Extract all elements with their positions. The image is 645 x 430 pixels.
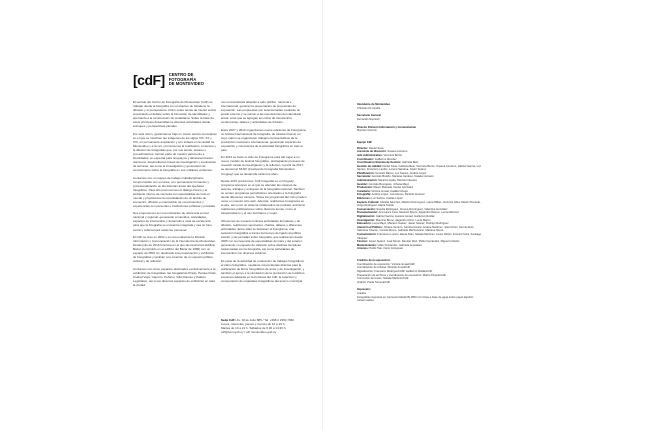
paragraph: El CdF se creó en 2002 y es una unidad de la División Información y Comunicación de la Intendencia de Montevideo. Desde julio de 2015 funciona en el que denominamos Edificio Bazar (construido en el edificio del Bazar de 1890) con un espacio de 2500 m², destinado a la preservación y exhibición de fotografías y también a la creación de un espacio público, cultural y de reflexión. xyxy=(133,234,216,264)
address-line: Av. 18 de Julio 885 / Tel: +598 2 1950 7960 xyxy=(236,318,294,322)
paragraph: El sentido del Centro de Fotografía de Montevideo (CdF) es trabajar desde la fotografía con el objetivo de fortalecer la difusión y el pensamiento crítico sobre temas de interés social, propiciando el debate sobre la formación de identidades y aportando a la construcción de ciudadanía. Sobre la base de estos principios desarrollamos diversas actividades desde enfoques y perspectivas plurales. xyxy=(133,100,217,129)
credit-name: Marcelo Visconti xyxy=(357,129,377,133)
credit-role: Director División Información y Comunicación xyxy=(357,125,417,129)
team-role: Técnico: xyxy=(357,240,369,244)
team-names: Javier Suárez, José Muniz, Damián Ruiz, Pablo Fernández, Miguel Corbello xyxy=(368,240,460,244)
intro-column-2 xyxy=(221,100,307,286)
team-names: Luz Santos, Andrés López xyxy=(370,197,403,201)
team-names: Sandra Rodríguez, Jimena Domínguez, Valentina González xyxy=(375,207,448,211)
team-role: Asistente de dirección: xyxy=(357,150,387,154)
team-heading: Equipo CdF xyxy=(357,141,373,145)
team-role: Mantenimiento: xyxy=(357,243,377,247)
team-rows xyxy=(357,147,482,251)
paragraph: Nos proponemos ser una institución de referencia a nivel nacional y regional, generando contenidos, actividades, espacios de intercambio y desarrollo a nivel de excelencia para que la fotografía se encuentre integrada y sea un bien social y cultural para todas las personas. xyxy=(133,211,212,232)
team-names: Mauricio Bruno, Alejandro Nizzo, Lucía Martín xyxy=(375,218,431,222)
team-row xyxy=(357,247,482,251)
team-role: Comunicación: xyxy=(357,232,377,236)
team-role: Ediciones: xyxy=(357,197,371,201)
paragraph: nos convocatorias abiertas a todo público, nacional e internacional, generan la presentación de propuestas de exposición. Las propuestas son seleccionadas mediante un jurado externo y se suman a las exposiciones del calendario anual, a las que se agregan los ciclos de intercambio, conferencias, talleres y actividades de difusión. xyxy=(221,100,302,125)
paragraph: Ofrecemos de manera continua actividades formativas y de difusión, realizamos seminarios, charlas, talleres y diferentes actividades. Entre ellas se destacan el Fotograma, una selección fotográfica a través del tiempo de ligado al público infantil, y las jornadas sobre fotografía, que realizamos desde 2005 con la presencia de especialistas del país y del exterior, generando un espacio de reflexión sobre distintas temáticas relacionadas con la fotografía, así como actividades de intercambio con diversos públicos. xyxy=(221,218,303,256)
team-names: Andrés López, Luis Alonso, Ricardo Antúnez xyxy=(371,193,425,197)
team-role: Coordinador: xyxy=(357,157,375,161)
credit-line: Corrección de textos: Natalia Martínez/CdF xyxy=(357,277,409,281)
team-names: Verónica Berrio xyxy=(382,153,402,157)
team-row xyxy=(357,201,482,208)
team-names: Mauricio Ayala, Marcelo Navarro xyxy=(377,179,417,183)
team-names: Gonzalo Bolaño, Mariana Cardoso, Natalia Carneiro xyxy=(370,175,434,179)
team-names: Guillermo Mendez xyxy=(374,157,397,161)
exhibition-credits-heading: Créditos de la exposición: xyxy=(357,259,391,263)
team-role: Secretaría: xyxy=(357,175,371,179)
credit-name: Christian Di Candia xyxy=(357,106,381,110)
team-role: Planificación: xyxy=(357,171,375,175)
team-names: Claudia Sánchez, Martina Domínguez, Laura Millán, Verónica Silva, Martín Piccardo, Jorge Rodríguez, Marta Toledo xyxy=(357,200,481,208)
team-names: Mauro Marsella, Daniel González xyxy=(372,186,414,190)
team-names: Ana Laura Cora, Mauricio Bruno, Alejandra Moreno, Lucía Martínez xyxy=(378,211,460,215)
exhibition-credits xyxy=(357,259,482,284)
team-names: Susana Centeno xyxy=(386,150,408,154)
team-names: Johana Venturo, Sandra Acosta, Andrea Martínez, José Pérez, Dennis Ruiz, Valentina Chacón, Camila Rivero, Gabriela Mazzonzano, Mariana Sirera xyxy=(357,225,475,233)
address-line: Lunes, miércoles, jueves y viernes de 10 a 19 h. xyxy=(221,322,286,327)
logo-line-2: FOTOGRAFÍA xyxy=(168,76,197,82)
team-names: Lilian Fernández, Gabriela Anastasía xyxy=(376,243,422,247)
team-role: Gestión de calidad: xyxy=(357,164,382,168)
credit-director xyxy=(357,126,482,133)
logo-wordmark xyxy=(169,73,204,87)
team-role: Administración: xyxy=(357,179,378,183)
team-names: Gonzalo Bourgeois, Johana Mayo xyxy=(367,182,410,186)
logo-mark: [cdF] xyxy=(133,72,165,88)
team-role: Espacio Cultural: xyxy=(357,200,380,204)
team-role: Producción: xyxy=(357,186,373,190)
team-role: Investigación: xyxy=(357,218,376,222)
paragraph: Contamos con cinco espacios destinados exclusivamente a la exhibición de fotografías: las fotogalerías Prado, Parque Rodó, Ciudad Vieja, Capurro, Peñarol, Villa Dolores y Palacio Legislativo, así como diversos espacios de exhibición en toda la ciudad. xyxy=(133,266,217,287)
credit-line: Coordinación de Artistas: Ricardo Amed/CdF xyxy=(357,266,411,270)
printing-note: Fotografías impresas en impresora Model Bj 4800 con tintas a base de agua sobre papel algodón canson atelier. xyxy=(357,295,474,303)
printing-heading: Impresión: xyxy=(357,288,371,292)
credit-line: Digitalización: Francisco Rodríguez/CdF Guillermo Roldán/CdF xyxy=(357,269,433,273)
credit-line: Coordinación de exposición: Victoria Ismael/CdF xyxy=(357,262,415,266)
paragraph: Desde 2007 producimos 'CdF fotografía en el Uruguay', programa televisivo en el que se abordan las visiones de autores, trabajos y enfoques de la fotografía nacional. También se emiten programas periodísticos orientados a la fotografía desde diferentes campos. Todos los programas del ciclo pueden verse en nuestro sitio web. Además, realizamos Fotograma en el aire, así como un sistema colaborativo de podcast, asimismo realizamos publicaciones sobre diversos temas, como el fotoperiodismo y el uso del blanco y negro. xyxy=(221,178,307,216)
credit-role: Secretario General xyxy=(357,114,381,118)
printing-credits xyxy=(357,288,482,302)
paragraph: En 2014 se inició el ciclo de Fotograma para dar lugar a un nuevo modelo de festival fotográfico, privilegiando procesos de creación desde la investigación y la reflexión. A partir de 2017, se denominó MUFF (Festival de Fotografía Montevideo Uruguay) que se desarrolla cada tres años. xyxy=(221,155,305,176)
team-role: Gestión: xyxy=(357,182,368,186)
paragraph: Contamos con un equipo de trabajo multidisciplinario comprometido con su tarea, con permanente formación y profesionalización en las distintas áreas del quehacer fotográfico. Para ello promovemos el diálogo franco y el ambiente interno de cercanía con especialistas de todo el mundo y propiciamos la consolidación de un ámbito de encuentro, difusión e intercambio de conocimientos y experiencias con personas e instituciones públicas y privadas. xyxy=(133,175,216,208)
team-names: Gabriel García, Jessica Ismael, Guillermo Roldán xyxy=(375,215,435,218)
credits-block xyxy=(357,103,482,307)
team-role: Conservación: xyxy=(357,207,376,211)
team-role: Coordinadora Sistema de Gestión: xyxy=(357,161,402,165)
left-page xyxy=(0,0,322,430)
team-names: Pablo Tato, Dario Colognato xyxy=(368,247,403,251)
address-block xyxy=(221,318,307,334)
team-role: Jefe Administrativo: xyxy=(357,153,383,157)
team-names: Daniel Sosa xyxy=(368,146,384,150)
team-names: Victoria Ismael, Natalia Ortega xyxy=(370,189,408,193)
credit-line: Preparación de archivos y coordinación de exposición: Martín Picardo/CdF xyxy=(357,273,447,277)
paragraph: Es parte de la actividad de producción de trabajos fotográficos el plano fotográfico, mediante convocatorias abiertas para la publicación de libros fotográficos de autor y de investigación, y también el apoyo a la circulación de la producción de fotolibros. Llevamos adelante en la Fototeca del CdF, la colección y conservación de materiales fotográficos del acervo municipal. xyxy=(221,258,306,283)
intro-column-1 xyxy=(133,100,217,290)
cdf-logo xyxy=(133,73,204,87)
team-role: Educación: xyxy=(357,222,372,226)
team-role: Director: xyxy=(357,146,369,150)
printing-name: Artelisa xyxy=(357,292,366,296)
team-names: Francesco Lucero, Elena Flain, Natalia Martínez, Laura Núñez, Ernesto Solís, Santiago Vásquez xyxy=(357,232,482,240)
paragraph: Por esta razón, gestionamos bajo un marco teórico-conceptual en el que se inscriben las imágenes de los siglos XIX, XX y XXI, en permanente ampliación y con énfasis en la ciudad de Montevideo y a la vez, promovemos la realización, el acceso y la difusión de fotografías que, por sus temas, autores o procedimientos, forman parte de nuestro patrimonio e identidades, en especial para uruguayos y latinoamericanos. Asimismo, desarrollamos líneas de investigación y exploración de técnicas, así como la investigación y generación de conocimiento sobre la fotografía en sus múltiples vertientes. xyxy=(133,131,217,173)
team-role: Digitalización: xyxy=(357,215,376,218)
team-row xyxy=(357,226,482,233)
credit-line: Gráfica: Paula Tomena/CdF xyxy=(357,280,391,284)
team-role: Curaduría: xyxy=(357,189,371,193)
right-page xyxy=(323,0,645,430)
team-row xyxy=(357,165,482,172)
team-names: Lucía Mayo, Mariano Suárez, Javier Suárez, Rodrigo Rodríguez xyxy=(371,222,449,226)
address-heading: Sede CdF: xyxy=(221,318,236,322)
address-line: Martes de 10 a 21 h. Sábados de 9.30 a 14.30 h. xyxy=(221,326,287,331)
credit-secretario xyxy=(357,114,482,121)
credit-role: Intendente de Montevideo xyxy=(357,103,391,106)
logo-line-3: DE MONTEVIDEO xyxy=(168,81,204,87)
paragraph: Entre 2007 y 2019 organizamos nueve ediciones de Fotograma, un festival internacional de fotografía, de carácter bienal, en cuyo marco se organizaron trabajos representativos de la producción nacional e internacional, generando espacios de exposición y convivencia de la actividad fotográfica en todo el país. xyxy=(221,127,307,152)
team-role: Atención al Público: xyxy=(357,225,383,229)
team-names: Gabriela Belo xyxy=(401,161,419,165)
logo-line-1: CENTRO DE xyxy=(168,72,194,77)
team-names: Daniel Sosa, Gabriela Belo, Verónica Berrio, Susana Centeno, Gabriel García, Luz Santos, Francisco Landro, Lorena Santana, Javier Suárez xyxy=(357,164,481,172)
contact-line: cdf@imm.gub.uy / cdf.montevideo.gub.uy xyxy=(221,330,277,335)
team-list xyxy=(357,141,482,251)
credit-intendente xyxy=(357,103,482,110)
team-role: Arismos: xyxy=(357,247,369,251)
team-role: Documentación: xyxy=(357,211,379,215)
credit-name: Fernando Nopitsch xyxy=(357,117,380,121)
team-names: Gonzalo Basso, Luz Santos, Andrés López xyxy=(374,171,427,175)
team-role: Fotografía: xyxy=(357,193,372,197)
